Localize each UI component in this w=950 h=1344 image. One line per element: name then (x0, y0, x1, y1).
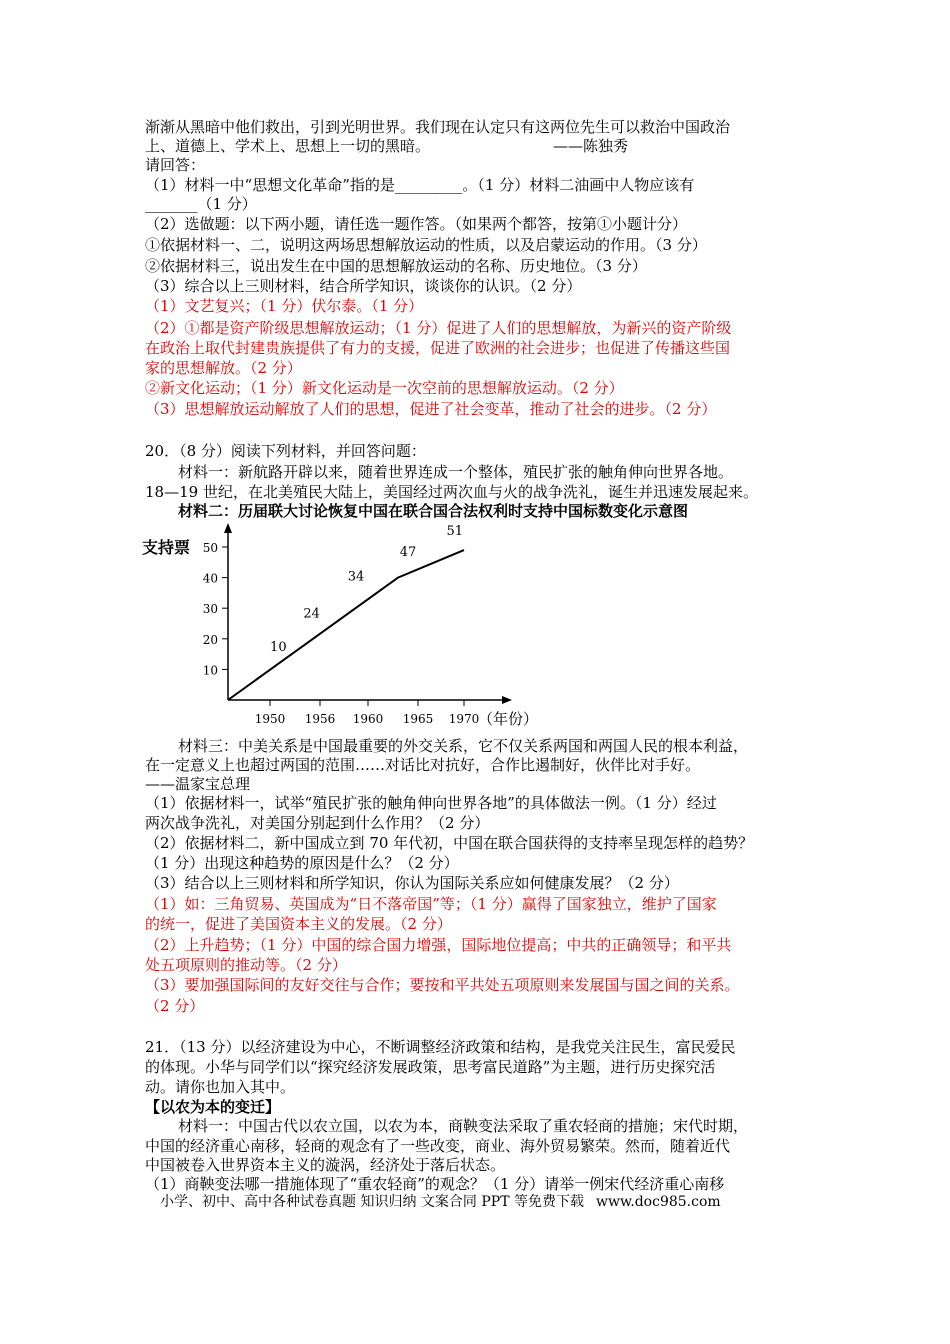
data-label: 24 (303, 606, 320, 622)
answer-line: （3）要加强国际间的友好交往与合作；要按和平共处五项原则来发展国与国之间的关系。 (145, 976, 740, 994)
page-footer (160, 1191, 721, 1211)
answer-line: 家的思想解放。（2 分） (145, 359, 302, 377)
question: （3）综合以上三则材料，结合所学知识，谈谈你的认识。（2 分） (145, 277, 582, 295)
answer-line: （3）思想解放运动解放了人们的思想，促进了社会变革，推动了社会的进步。（2 分） (145, 400, 717, 418)
material-title: 材料二：历届联大讨论恢复中国在联合国合法权利时支持中国标数变化示意图 (178, 502, 689, 520)
question: ①依据材料一、二，说明这两场思想解放运动的性质，以及启蒙运动的作用。（3 分） (145, 236, 707, 254)
answer-line: ②新文化运动；（1 分）新文化运动是一次空前的思想解放运动。（2 分） (145, 379, 624, 397)
author-attribution: ——陈独秀 (553, 137, 629, 155)
material-text: 材料三：中美关系是中国最重要的外交关系，它不仅关系两国和两国人民的根本利益， (178, 737, 749, 755)
answer-line: 的统一，促进了美国资本主义的发展。（2 分） (145, 915, 452, 933)
question: 两次战争洗礼，对美国分别起到什么作用？（2 分） (145, 814, 490, 832)
x-tick-label: 1956 (304, 712, 336, 726)
text-line: 上、道德上、学术上、思想上一切的黑暗。 (145, 137, 431, 155)
answer-line: （2）上升趋势；（1 分）中国的综合国力增强，国际地位提高；中共的正确领导；和平共 (145, 936, 732, 954)
question: （2）依据材料二，新中国成立到 70 年代初，中国在联合国获得的支持率呈现怎样的趋势？ (145, 834, 754, 852)
answer-line: 在政治上取代封建贵族提供了有力的支援，促进了欧洲的社会进步；也促进了传播这些国 (145, 339, 731, 357)
data-label: 47 (399, 545, 417, 561)
material-text: 18—19 世纪，在北美殖民大陆上，美国经过两次血与火的战争洗礼，诞生并迅速发展起来。 (145, 483, 758, 501)
question: （1）依据材料一，试举“殖民扩张的触角伸向世界各地”的具体做法一例。（1 分）经过 (145, 794, 717, 812)
y-tick-label: 10 (202, 663, 218, 678)
x-axis-label: （年份） (478, 710, 539, 728)
y-tick-label: 50 (202, 541, 218, 555)
x-axis-arrow (502, 696, 512, 704)
question: （3）结合以上三则材料和所学知识，你认为国际关系应如何健康发展？（2 分） (145, 874, 679, 892)
material-text: 在一定意义上也超过两国的范围……对话比对抗好，合作比遏制好，伙伴比对手好。 (145, 756, 701, 774)
text-line: 的体现。小华与同学们以“探究经济发展政策，思考富民道路”为主题，进行历史探究活 (145, 1058, 716, 1076)
material-text: 材料一：新航路开辟以来，随着世界连成一个整体，殖民扩张的触角伸向世界各地。 (178, 463, 734, 481)
question: （1）商鞅变法哪一措施体现了“重农轻商”的观念？（1 分）请举一例宋代经济重心南移 (145, 1175, 725, 1193)
question: （1 分）出现这种趋势的原因是什么？（2 分） (145, 854, 459, 872)
y-axis-arrow (224, 523, 232, 533)
answer-line: 处五项原则的推动等。（2 分） (145, 956, 347, 974)
x-tick-label: 1950 (254, 712, 286, 726)
answer-line: （1）文艺复兴；（1 分）伏尔泰。（1 分） (145, 297, 424, 315)
question: _______（1 分） (145, 195, 257, 213)
prompt: 请回答： (145, 156, 206, 174)
text-line: 渐渐从黑暗中他们救出，引到光明世界。我们现在认定只有这两位先生可以救治中国政治 (145, 118, 731, 136)
answer-line: （2）①都是资产阶级思想解放运动；（1 分）促进了人们的思想解放，为新兴的资产阶级 (145, 319, 732, 337)
question-header: 20．（8 分）阅读下列材料，并回答问题： (145, 442, 426, 460)
question: （1）材料一中“思想文化革命”指的是_________。（1 分）材料二油画中人物应该有 (145, 176, 695, 194)
question: ②依据材料三，说出发生在中国的思想解放运动的名称、历史地位。（3 分） (145, 257, 647, 275)
y-tick-label: 30 (202, 602, 218, 617)
y-tick-label: 40 (202, 571, 218, 586)
text-line: 动。请你也加入其中。 (145, 1078, 296, 1096)
footer-url[interactable]: www.doc985.com (595, 1194, 721, 1210)
x-tick-label: 1965 (402, 712, 434, 726)
y-axis-label: 支持票 (142, 538, 191, 557)
data-label: 10 (270, 640, 287, 656)
question: （2）选做题：以下两小题，请任选一题作答。（如果两个都答，按第①小题计分） (145, 215, 688, 233)
section-title: 【以农为本的变迁】 (145, 1098, 281, 1116)
support-votes-chart (140, 520, 580, 735)
x-tick-label: 1960 (352, 712, 384, 726)
data-line (228, 550, 464, 700)
x-tick-label: 1970 (448, 712, 480, 726)
data-label: 34 (347, 569, 365, 585)
footer-text: 小学、初中、高中各种试卷真题 知识归纳 文案合同 PPT 等免费下载 (160, 1194, 584, 1210)
y-tick-label: 20 (202, 632, 218, 647)
answer-line: （2 分） (145, 997, 205, 1015)
material-text: 中国被卷入世界资本主义的漩涡，经济处于落后状态。 (145, 1156, 506, 1174)
material-text: 中国的经济重心南移，轻商的观念有了一些改变，商业、海外贸易繁荣。然而，随着近代 (145, 1137, 731, 1155)
question-header: 21．（13 分）以经济建设为中心，不断调整经济政策和结构，是我党关注民生，富民爱民 (145, 1038, 736, 1056)
author-attribution: ——温家宝总理 (145, 775, 251, 793)
answer-line: （1）如：三角贸易、英国成为“日不落帝国”等；（1 分）赢得了国家独立，维护了国家 (145, 895, 717, 913)
data-label: 51 (446, 523, 464, 539)
material-text: 材料一：中国古代以农立国，以农为本，商鞅变法采取了重农轻商的措施；宋代时期， (178, 1117, 749, 1135)
